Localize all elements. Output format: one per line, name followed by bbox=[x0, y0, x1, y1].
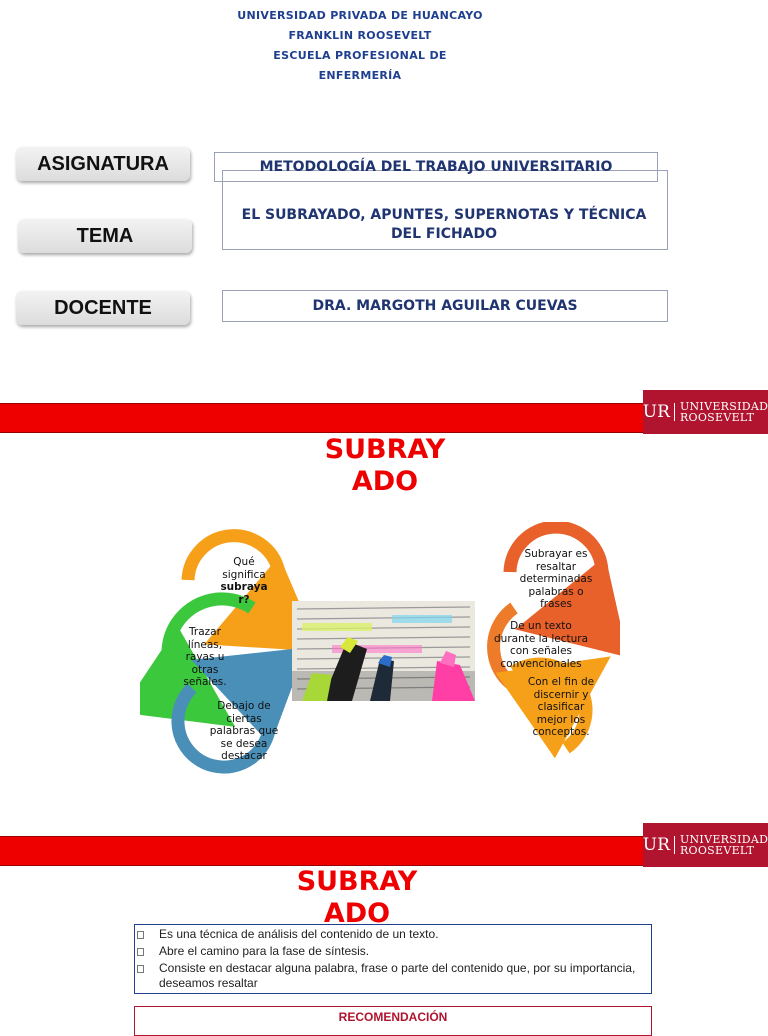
asignatura-box bbox=[214, 152, 658, 182]
left-ring-1-line-b: subraya r? bbox=[220, 581, 268, 606]
recommendation-title: RECOMENDACIÓN bbox=[338, 1010, 448, 1024]
list-item: Consiste en destacar alguna palabra, frase o parte del contenido que, por su importancia, deseamos resaltar bbox=[135, 961, 651, 991]
slide3-title-line-2: ADO bbox=[323, 898, 391, 929]
docente-label: DOCENTE bbox=[16, 291, 190, 325]
logo-line-2: ROOSEVELT bbox=[679, 411, 755, 424]
left-ring-3-text: Debajo de ciertas palabras que se desea destacar bbox=[209, 700, 279, 762]
right-ring-1-text: Subrayar es resaltar determinadas palabras o frases bbox=[519, 548, 593, 610]
red-banner-2 bbox=[0, 836, 643, 866]
tema-box bbox=[232, 204, 656, 246]
right-ring-3-text: Con el fin de discernir y clasificar mejor los conceptos. bbox=[527, 676, 595, 738]
asignatura-label: ASIGNATURA bbox=[16, 147, 190, 181]
red-banner-1 bbox=[0, 403, 643, 433]
list-item: Es una técnica de análisis del contenido de un texto. bbox=[135, 927, 651, 942]
header-line-3: ESCUELA PROFESIONAL DE bbox=[273, 49, 447, 62]
left-ring-1-text bbox=[214, 556, 274, 606]
docente-value: DRA. MARGOTH AGUILAR CUEVAS bbox=[312, 297, 578, 314]
recommendation-box bbox=[134, 1006, 652, 1036]
header-line-2: FRANKLIN ROOSEVELT bbox=[288, 29, 432, 42]
header-line-4: ENFERMERÍA bbox=[318, 69, 402, 82]
header-line-1: UNIVERSIDAD PRIVADA DE HUANCAYO bbox=[237, 9, 483, 22]
slide2-title bbox=[300, 434, 470, 498]
list-item: Abre el camino para la fase de síntesis. bbox=[135, 944, 651, 959]
definition-list bbox=[134, 924, 652, 994]
slide2-title-line-1: SUBRAY bbox=[324, 434, 446, 465]
logo-initials: UR bbox=[643, 403, 675, 421]
logo-line-1b: UNIVERSIDAD bbox=[679, 833, 768, 846]
left-ring-1-line-a: Qué significa bbox=[222, 556, 266, 581]
left-ring-2-text: Trazar líneas, rayas u otras señales. bbox=[183, 626, 227, 688]
slide3-title bbox=[272, 866, 442, 930]
slide3-title-line-1: SUBRAY bbox=[296, 866, 418, 897]
university-logo-2 bbox=[643, 823, 768, 867]
logo-initials-2: UR bbox=[643, 836, 675, 854]
right-ring-2-text: De un texto durante la lectura con señales convencionales bbox=[494, 620, 589, 670]
tema-value: EL SUBRAYADO, APUNTES, SUPERNOTAS Y TÉCNICA DEL FICHADO bbox=[241, 207, 647, 242]
highlighters-photo bbox=[292, 601, 475, 701]
tema-label: TEMA bbox=[18, 219, 192, 253]
university-logo-1 bbox=[643, 390, 768, 434]
logo-line-1: UNIVERSIDAD bbox=[679, 400, 768, 413]
asignatura-value: METODOLOGÍA DEL TRABAJO UNIVERSITARIO bbox=[259, 158, 613, 175]
university-header bbox=[200, 6, 520, 86]
slide2-title-line-2: ADO bbox=[351, 466, 419, 497]
docente-box bbox=[222, 290, 668, 322]
logo-line-2b: ROOSEVELT bbox=[679, 844, 755, 857]
logo-text-2 bbox=[680, 834, 768, 856]
logo-text bbox=[680, 401, 768, 423]
